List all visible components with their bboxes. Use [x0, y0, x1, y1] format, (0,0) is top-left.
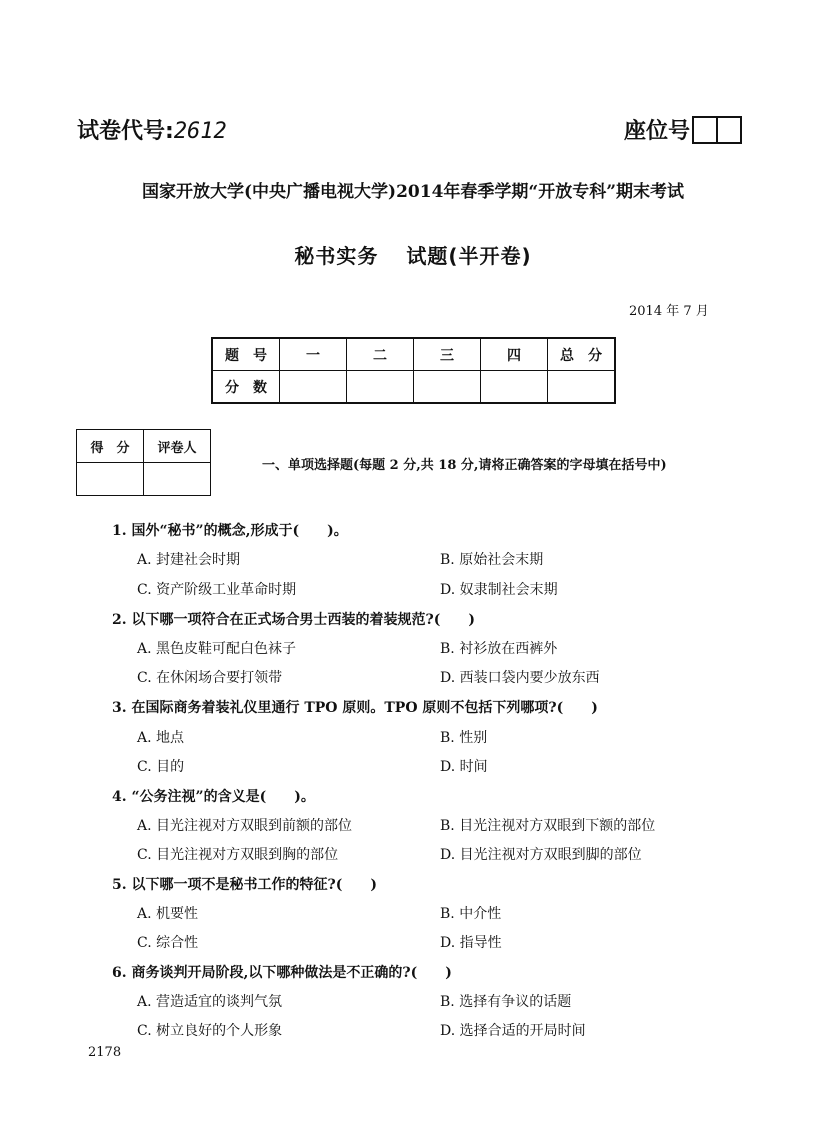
option-a: A. 目光注视对方双眼到前额的部位: [137, 818, 353, 834]
grader-blank: [144, 463, 211, 496]
option-b: B. 选择有争议的话题: [440, 994, 572, 1010]
question-stem: 6. 商务谈判开局阶段,以下哪种做法是不正确的?( ): [112, 965, 452, 981]
score-table-score-row: [212, 371, 615, 404]
exam-title: 国家开放大学(中央广播电视大学)2014年春季学期“开放专科”期末考试: [142, 182, 684, 202]
option-d: D. 选择合适的开局时间: [440, 1023, 586, 1039]
option-b: B. 衬衫放在西裤外: [440, 641, 558, 657]
question-stem: 2. 以下哪一项符合在正式场合男士西装的着装规范?( ): [112, 612, 475, 628]
score-table-cell: 总 分: [548, 338, 616, 371]
grader-label: 评卷人: [144, 430, 211, 463]
grader-score-label: 得 分: [77, 430, 144, 463]
subject-title: [0, 240, 826, 269]
option-b: B. 目光注视对方双眼到下额的部位: [440, 818, 656, 834]
subject-name: 秘书实务: [294, 244, 379, 268]
option-d: D. 西装口袋内要少放东西: [440, 670, 600, 686]
option-c: C. 目光注视对方双眼到胸的部位: [137, 847, 339, 863]
paper-code-number: 2612: [173, 119, 227, 144]
score-blank: [548, 371, 616, 404]
option-c: C. 树立良好的个人形象: [137, 1023, 283, 1039]
option-d: D. 奴隶制社会末期: [440, 582, 558, 598]
score-blank: [414, 371, 481, 404]
score-blank: [481, 371, 548, 404]
exam-date: 2014 年 7 月: [629, 304, 709, 319]
page-number: 2178: [88, 1045, 122, 1060]
option-c: C. 综合性: [137, 935, 199, 951]
score-table-cell: 题 号: [212, 338, 280, 371]
score-table-cell: 四: [481, 338, 548, 371]
question-stem: 3. 在国际商务着装礼仪里通行 TPO 原则。TPO 原则不包括下列哪项?( ): [112, 700, 598, 716]
score-table-header-row: [212, 338, 615, 371]
option-a: A. 黑色皮鞋可配白色袜子: [137, 641, 297, 657]
option-d: D. 指导性: [440, 935, 502, 951]
score-blank: [347, 371, 414, 404]
option-a: A. 封建社会时期: [137, 552, 241, 568]
score-blank: [280, 371, 347, 404]
score-table: [211, 337, 616, 404]
section-title: 一、单项选择题(每题 2 分,共 18 分,请将正确答案的字母填在括号中): [262, 458, 667, 473]
seat-number-boxes: [692, 116, 742, 144]
paper-code: [77, 114, 227, 145]
option-c: C. 在休闲场合要打领带: [137, 670, 283, 686]
option-b: B. 性别: [440, 730, 488, 746]
option-b: B. 中介性: [440, 906, 502, 922]
paper-code-label: 试卷代号:: [77, 119, 174, 144]
option-d: D. 时间: [440, 759, 488, 775]
score-table-cell: 三: [414, 338, 481, 371]
question-stem: 5. 以下哪一项不是秘书工作的特征?( ): [112, 877, 377, 893]
option-c: C. 资产阶级工业革命时期: [137, 582, 297, 598]
option-a: A. 机要性: [137, 906, 199, 922]
question-stem: 1. 国外“秘书”的概念,形成于( )。: [112, 523, 348, 539]
seat-number-label: 座位号: [624, 119, 691, 144]
option-a: A. 营造适宜的谈判气氛: [137, 994, 283, 1010]
option-a: A. 地点: [137, 730, 185, 746]
subject-type: 试题(半开卷): [406, 244, 532, 268]
seat-number: [624, 114, 742, 145]
option-b: B. 原始社会末期: [440, 552, 544, 568]
score-table-cell: 二: [347, 338, 414, 371]
score-table-cell: 分 数: [212, 371, 280, 404]
option-d: D. 目光注视对方双眼到脚的部位: [440, 847, 642, 863]
score-table-cell: 一: [280, 338, 347, 371]
grader-blank: [77, 463, 144, 496]
question-stem: 4. “公务注视”的含义是( )。: [112, 789, 315, 805]
grader-table: [76, 429, 211, 496]
option-c: C. 目的: [137, 759, 185, 775]
